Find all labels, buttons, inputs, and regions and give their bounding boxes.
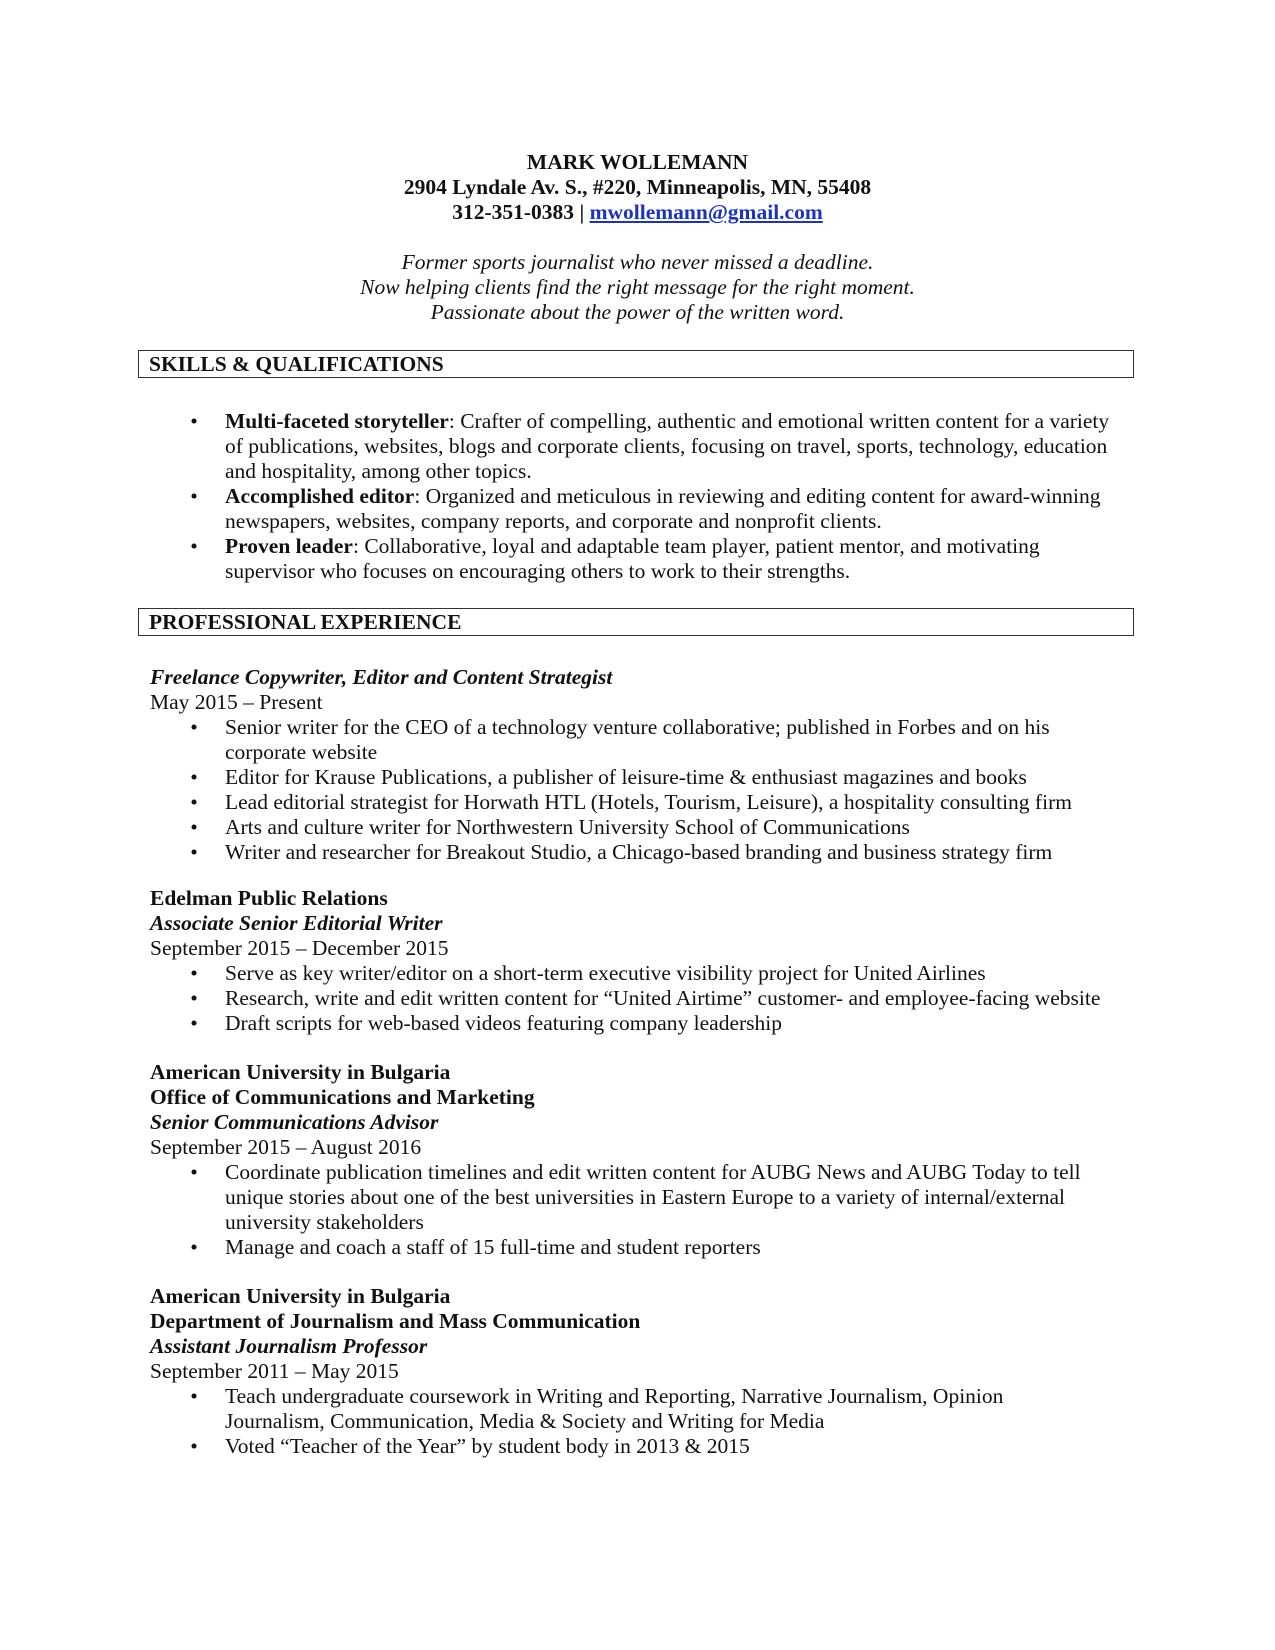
- skill-lead: Accomplished editor: [225, 484, 415, 508]
- bullet-text: Draft scripts for web-based videos featuring company leadership: [225, 1011, 783, 1035]
- job-bullets: [188, 715, 1128, 865]
- skill-text: : Collaborative, loyal and adaptable team player, patient mentor, and motivating supervisor who focuses on encouraging others to work to their strengths.: [225, 534, 1040, 583]
- bullet-icon: •: [190, 815, 198, 839]
- bullet-text: Teach undergraduate coursework in Writing and Reporting, Narrative Journalism, Opinion Journalism, Communication, Media & Society and Writing for Media: [225, 1384, 1004, 1433]
- bullet-icon: •: [190, 765, 198, 789]
- bullet-text: Voted “Teacher of the Year” by student body in 2013 & 2015: [225, 1434, 750, 1458]
- bullet-text: Editor for Krause Publications, a publisher of leisure-time & enthusiast magazines and books: [225, 765, 1027, 789]
- bullet-text: Senior writer for the CEO of a technology venture collaborative; published in Forbes and on his corporate website: [225, 715, 1050, 764]
- job-dates: September 2015 – December 2015: [150, 936, 449, 960]
- list-item: [188, 765, 1128, 790]
- bullet-text: Coordinate publication timelines and edit written content for AUBG News and AUBG Today to tell unique stories about one of the best universities in Eastern Europe to a variety of internal/external university stakeholders: [225, 1160, 1081, 1234]
- tagline-line: Former sports journalist who never missed a deadline.: [401, 250, 874, 274]
- job-bullets: [188, 961, 1128, 1036]
- bullet-icon: •: [190, 534, 198, 558]
- tagline: [0, 250, 1275, 325]
- list-item: [188, 986, 1128, 1011]
- job-org: American University in Bulgaria: [150, 1284, 451, 1308]
- list-item: [188, 1235, 1108, 1260]
- contact-header: [0, 150, 1275, 225]
- list-item: [188, 790, 1128, 815]
- list-item: [188, 815, 1128, 840]
- job-title: Senior Communications Advisor: [150, 1110, 439, 1134]
- bullet-icon: •: [190, 840, 198, 864]
- bullet-icon: •: [190, 1384, 198, 1408]
- list-item: [188, 1011, 1128, 1036]
- bullet-text: Manage and coach a staff of 15 full-time and student reporters: [225, 1235, 761, 1259]
- job-dept: Department of Journalism and Mass Communication: [150, 1309, 641, 1333]
- bullet-icon: •: [190, 986, 198, 1010]
- bullet-text: Serve as key writer/editor on a short-term executive visibility project for United Airlines: [225, 961, 986, 985]
- job-bullets: [188, 1384, 1048, 1459]
- job-dates: September 2011 – May 2015: [150, 1359, 399, 1383]
- job-title: Freelance Copywriter, Editor and Content Strategist: [150, 665, 613, 689]
- skills-list: [188, 409, 1128, 584]
- skill-text: : Crafter of compelling, authentic and emotional written content for a variety of publications, websites, blogs and corporate clients, focusing on travel, sports, technology, education and hospitality, among other topics.: [225, 409, 1110, 483]
- job-dept: Office of Communications and Marketing: [150, 1085, 535, 1109]
- job-entry: [150, 1060, 1140, 1160]
- contact-line: [0, 200, 1275, 225]
- list-item: [188, 1384, 1048, 1434]
- job-title: Associate Senior Editorial Writer: [150, 911, 443, 935]
- bullet-icon: •: [190, 961, 198, 985]
- list-item: [188, 840, 1128, 865]
- list-item: [188, 1160, 1108, 1235]
- job-org: American University in Bulgaria: [150, 1060, 451, 1084]
- candidate-name: MARK WOLLEMANN: [526, 150, 749, 174]
- skill-lead: Proven leader: [225, 534, 353, 558]
- job-org: Edelman Public Relations: [150, 886, 388, 910]
- bullet-text: Writer and researcher for Breakout Studio, a Chicago-based branding and business strategy firm: [225, 840, 1053, 864]
- address: 2904 Lyndale Av. S., #220, Minneapolis, MN, 55408: [403, 175, 872, 199]
- bullet-icon: •: [190, 484, 198, 508]
- list-item: [188, 715, 1128, 765]
- job-dates: May 2015 – Present: [150, 690, 323, 714]
- list-item: [188, 961, 1128, 986]
- skill-lead: Multi-faceted storyteller: [225, 409, 449, 433]
- list-item: [188, 534, 1128, 584]
- bullet-icon: •: [190, 1434, 198, 1458]
- list-item: [188, 1434, 1048, 1459]
- skill-text: : Organized and meticulous in reviewing and editing content for award-winning newspapers, websites, company reports, and corporate and nonprofit clients.: [225, 484, 1101, 533]
- bullet-icon: •: [190, 790, 198, 814]
- bullet-text: Arts and culture writer for Northwestern University School of Communications: [225, 815, 910, 839]
- job-dates: September 2015 – August 2016: [150, 1135, 422, 1159]
- bullet-icon: •: [190, 1235, 198, 1259]
- tagline-line: Passionate about the power of the written word.: [430, 300, 845, 324]
- list-item: [188, 409, 1128, 484]
- experience-heading: PROFESSIONAL EXPERIENCE: [138, 608, 1134, 636]
- job-title: Assistant Journalism Professor: [150, 1334, 428, 1358]
- separator: |: [574, 200, 590, 224]
- tagline-line: Now helping clients find the right message for the right moment.: [360, 275, 915, 299]
- bullet-text: Research, write and edit written content for “United Airtime” customer- and employee-facing website: [225, 986, 1101, 1010]
- bullet-text: Lead editorial strategist for Horwath HTL (Hotels, Tourism, Leisure), a hospitality consulting firm: [225, 790, 1072, 814]
- job-entry: [150, 886, 1140, 961]
- bullet-icon: •: [190, 1011, 198, 1035]
- bullet-icon: •: [190, 715, 198, 739]
- job-entry: [150, 665, 1140, 715]
- list-item: [188, 484, 1128, 534]
- job-entry: [150, 1284, 1140, 1384]
- skills-heading: SKILLS & QUALIFICATIONS: [138, 350, 1134, 378]
- bullet-icon: •: [190, 1160, 198, 1184]
- phone: 312-351-0383: [452, 200, 575, 224]
- bullet-icon: •: [190, 409, 198, 433]
- email-link[interactable]: mwollemann@gmail.com: [589, 200, 823, 224]
- job-bullets: [188, 1160, 1108, 1260]
